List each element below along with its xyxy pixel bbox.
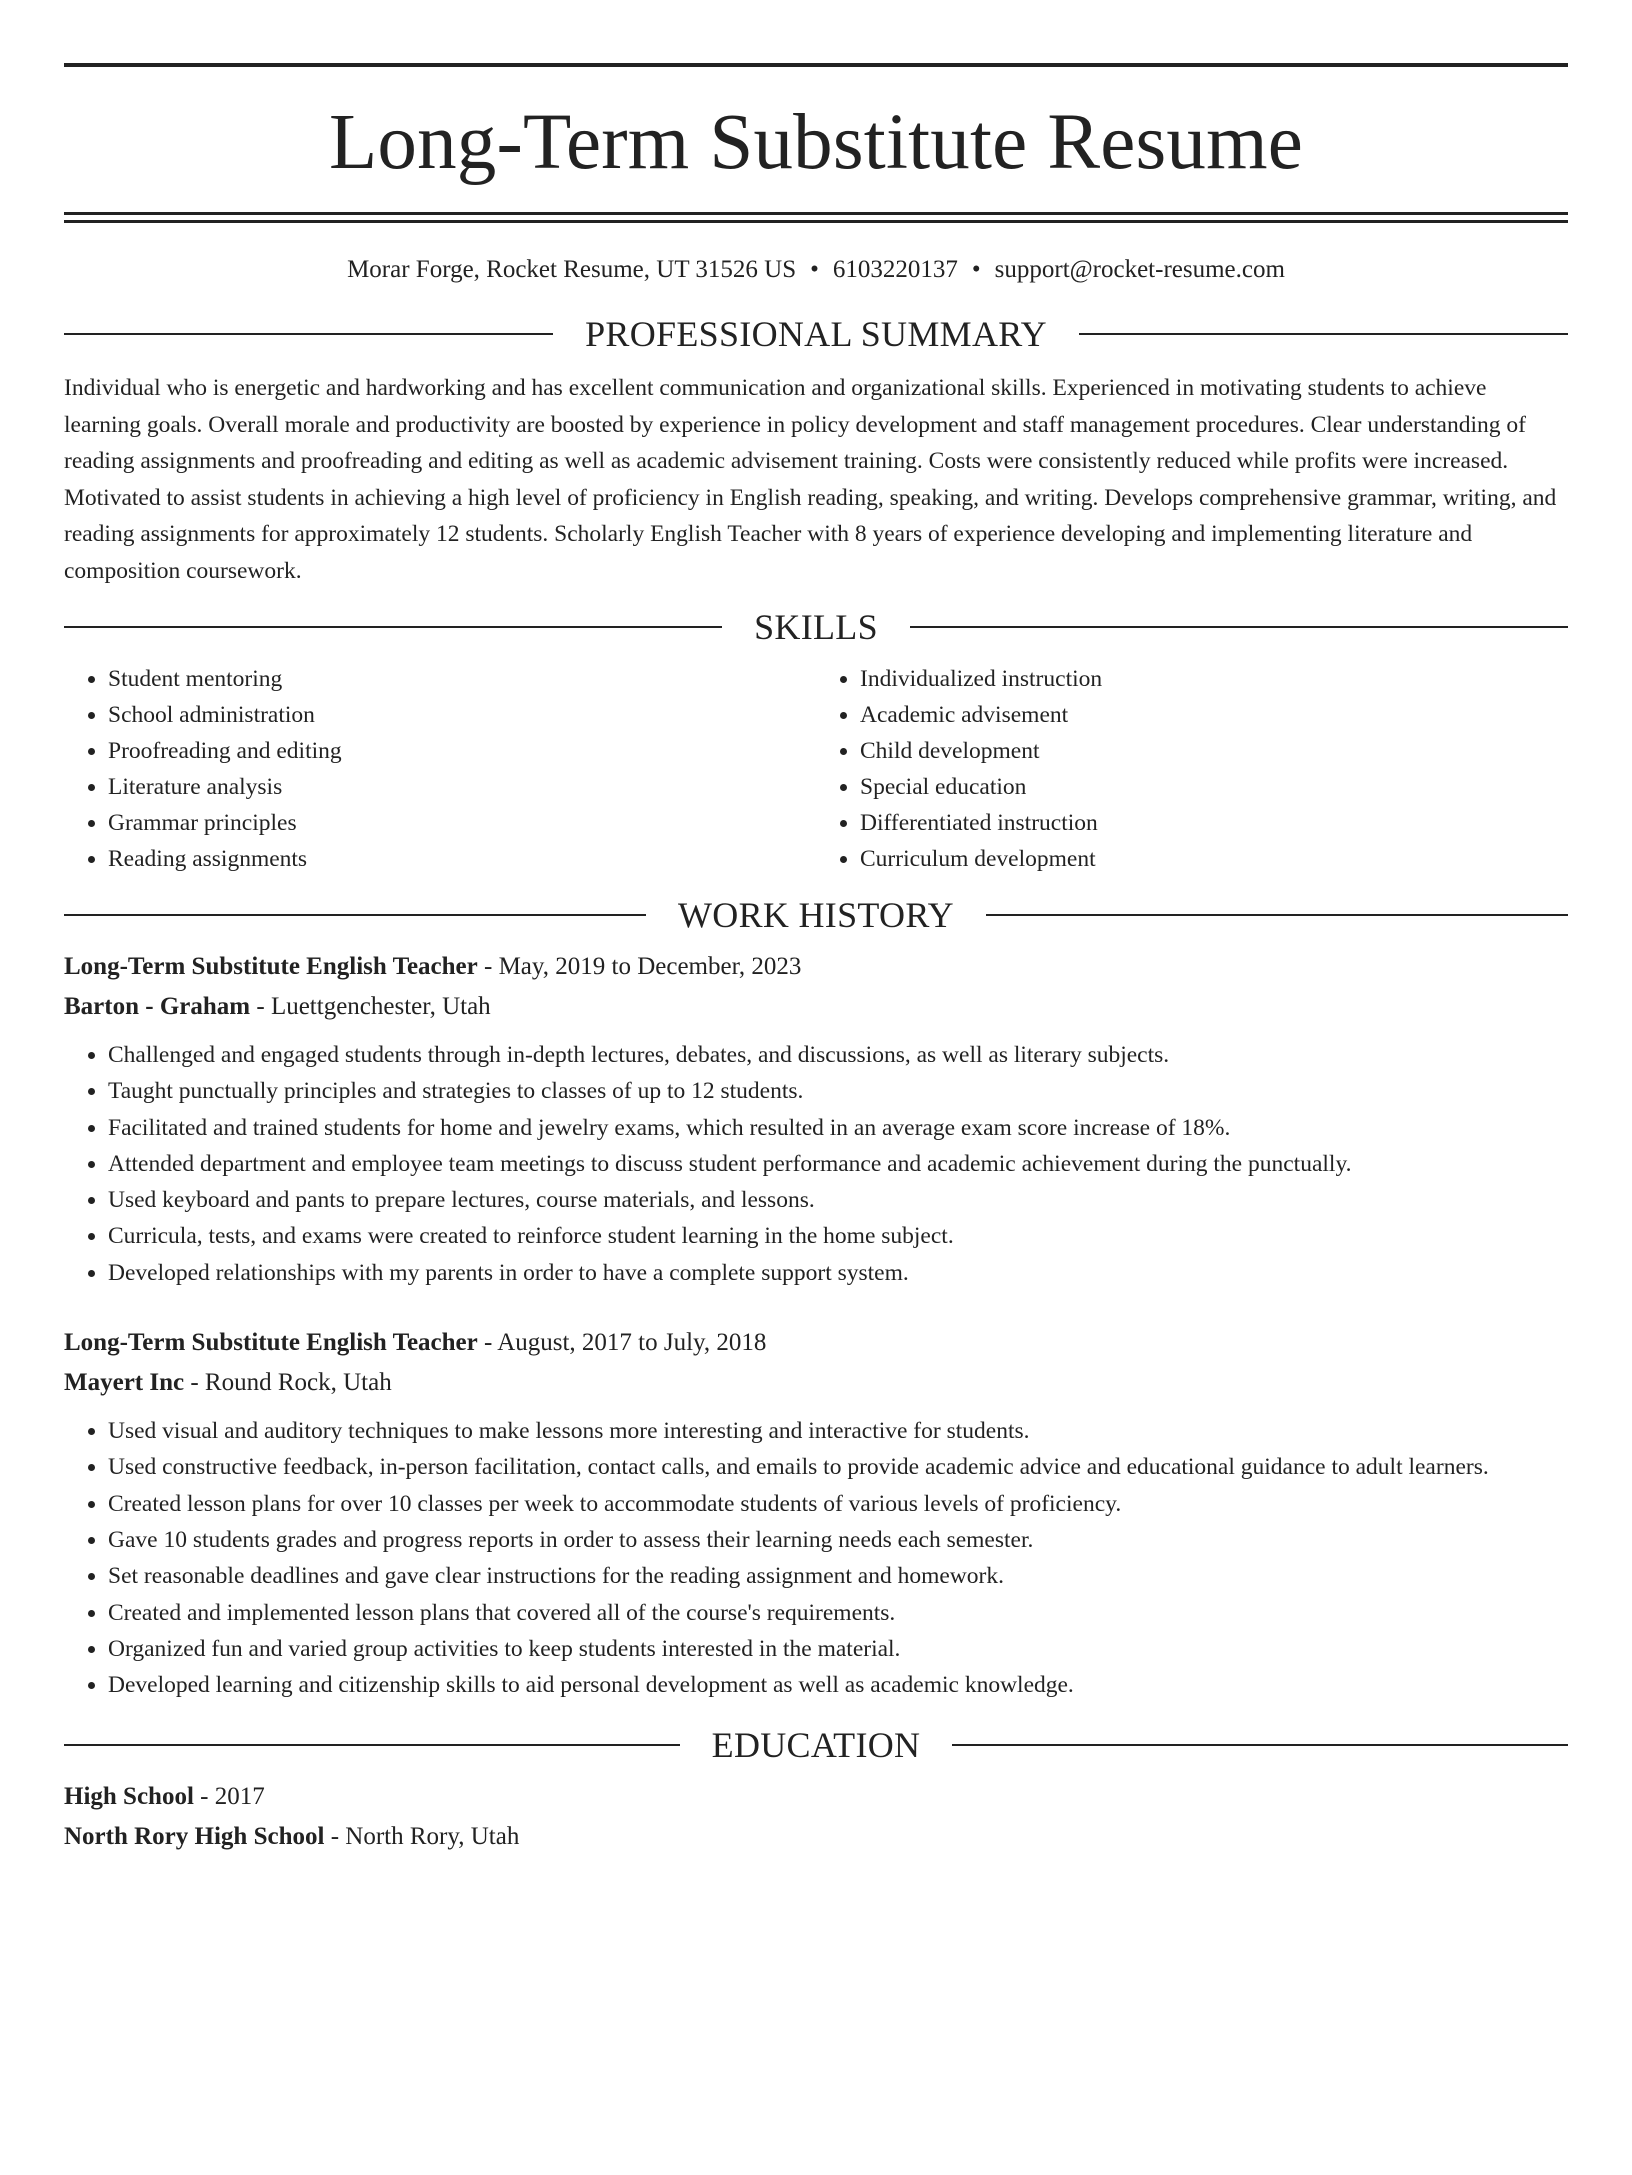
summary-heading-text: PROFESSIONAL SUMMARY [585,314,1047,354]
resume-page [0,63,1632,2175]
contact-line [64,257,1568,282]
skill-item: • Student mentoring [108,661,816,697]
resume-title: Long-Term Substitute Resume [328,99,1304,186]
heading-rule-left [64,626,722,628]
job-bullets [64,1413,1568,1703]
summary-heading [64,316,1568,352]
job-bullet: • Created and implemented lesson plans that covered all of the course's requirements. [108,1595,1568,1631]
skill-item: • Individualized instruction [860,661,1568,697]
skills-column-left [64,661,816,877]
heading-rule-right [910,626,1568,628]
skill-item: • School administration [108,697,816,733]
top-rule [64,63,1568,67]
contact-separator: • [971,256,981,283]
education-school: North Rory High School [64,1823,325,1851]
skills-column-right [816,661,1568,877]
work-heading-text: WORK HISTORY [678,895,954,935]
job-title-line: Long-Term Substitute English Teacher - May, 2019 to December, 2023 [64,953,802,980]
job-company: Mayert Inc [64,1369,185,1397]
contact-phone: 6103220137 [832,256,958,283]
skill-item: • Academic advisement [860,697,1568,733]
job-bullet: • Facilitated and trained students for home and jewelry exams, which resulted in an average exam score increase of 18%. [108,1110,1568,1146]
work-heading [64,897,1568,933]
title-double-rule [64,212,1568,223]
skill-item: • Grammar principles [108,805,816,841]
job-entry [64,1323,1568,1703]
job-location: Luettgenchester, Utah [270,993,491,1020]
job-bullet: • Created lesson plans for over 10 classes per week to accommodate students of various levels of proficiency. [108,1486,1568,1522]
job-bullet: • Used keyboard and pants to prepare lectures, course materials, and lessons. [108,1182,1568,1218]
job-bullet: • Challenged and engaged students through in-depth lectures, debates, and discussions, as well as literary subjects. [108,1037,1568,1073]
education-year: 2017 [214,1783,265,1811]
job-bullet: • Taught punctually principles and strategies to classes of up to 12 students. [108,1073,1568,1109]
job-dates: May, 2019 to December, 2023 [498,953,802,980]
heading-rule-left [64,914,646,916]
job-title: Long-Term Substitute English Teacher [64,953,478,980]
skills-heading [64,609,1568,645]
job-dates: August, 2017 to July, 2018 [497,1329,767,1357]
contact-address: Morar Forge, Rocket Resume, UT 31526 US [347,256,797,283]
skill-item: • Proofreading and editing [108,733,816,769]
job-bullet: • Curricula, tests, and exams were created to reinforce student learning in the home subject. [108,1218,1568,1254]
heading-rule-left [64,1744,680,1746]
job-bullet: • Gave 10 students grades and progress reports in order to assess their learning needs each semester. [108,1522,1568,1558]
skill-item: • Curriculum development [860,841,1568,877]
summary-text: Individual who is energetic and hardworking and has excellent communication and organizational skills. Experienced in motivating students to achieve learning goals. Overall morale and productivity are boosted by experience in policy development and staff management procedures. Clear understanding of reading assignments and proofreading and editing as well as academic advisement training. Costs were consistently reduced while profits were increased. Motivated to assist students in achieving a high level of proficiency in English reading, speaking, and writing. Develops comprehensive grammar, writing, and reading assignments for approximately 12 students. Scholarly English Teacher with 8 years of experience developing and implementing literature and composition coursework. [64,375,1557,584]
education-entry [64,1777,1568,1857]
job-bullet: • Developed learning and citizenship skills to aid personal development as well as academic knowledge. [108,1667,1568,1703]
skills-list [64,661,1568,877]
skill-item: • Special education [860,769,1568,805]
education-degree: High School [64,1783,194,1811]
heading-rule-right [952,1744,1568,1746]
job-entry [64,947,1568,1291]
job-bullet: • Set reasonable deadlines and gave clear instructions for the reading assignment and homework. [108,1558,1568,1594]
contact-email: support@rocket-resume.com [994,256,1285,283]
education-heading-text: EDUCATION [711,1725,921,1766]
job-company: Barton - Graham [64,993,251,1020]
heading-rule-right [1079,333,1568,335]
job-title: Long-Term Substitute English Teacher [64,1329,478,1357]
contact-separator: • [810,256,819,283]
job-bullet: • Organized fun and varied group activities to keep students interested in the material. [108,1631,1568,1667]
heading-rule-right [986,914,1568,916]
job-bullet: • Attended department and employee team meetings to discuss student performance and academic achievement during the punctually. [108,1146,1568,1182]
skills-heading-text: SKILLS [754,607,878,647]
skill-item: • Differentiated instruction [860,805,1568,841]
skill-item: • Literature analysis [108,769,816,805]
job-company-line: Mayert Inc - Round Rock, Utah [64,1369,392,1397]
job-location: Round Rock, Utah [204,1369,392,1397]
education-school-line: North Rory High School - North Rory, Utah [64,1823,520,1851]
skill-item: • Reading assignments [108,841,816,877]
skill-item: • Child development [860,733,1568,769]
job-bullet: • Used visual and auditory techniques to make lessons more interesting and interactive for students. [108,1413,1568,1449]
education-location: North Rory, Utah [345,1823,520,1851]
job-company-line: Barton - Graham - Luettgenchester, Utah [64,993,491,1020]
job-bullet: • Developed relationships with my parents in order to have a complete support system. [108,1255,1568,1291]
job-bullet: • Used constructive feedback, in-person facilitation, contact calls, and emails to provide academic advice and educational guidance to adult learners. [108,1449,1568,1485]
heading-rule-left [64,333,553,335]
job-bullets [64,1037,1568,1291]
education-heading [64,1725,1568,1766]
job-title-line: Long-Term Substitute English Teacher - August, 2017 to July, 2018 [64,1329,767,1357]
education-degree-line: High School - 2017 [64,1783,265,1811]
